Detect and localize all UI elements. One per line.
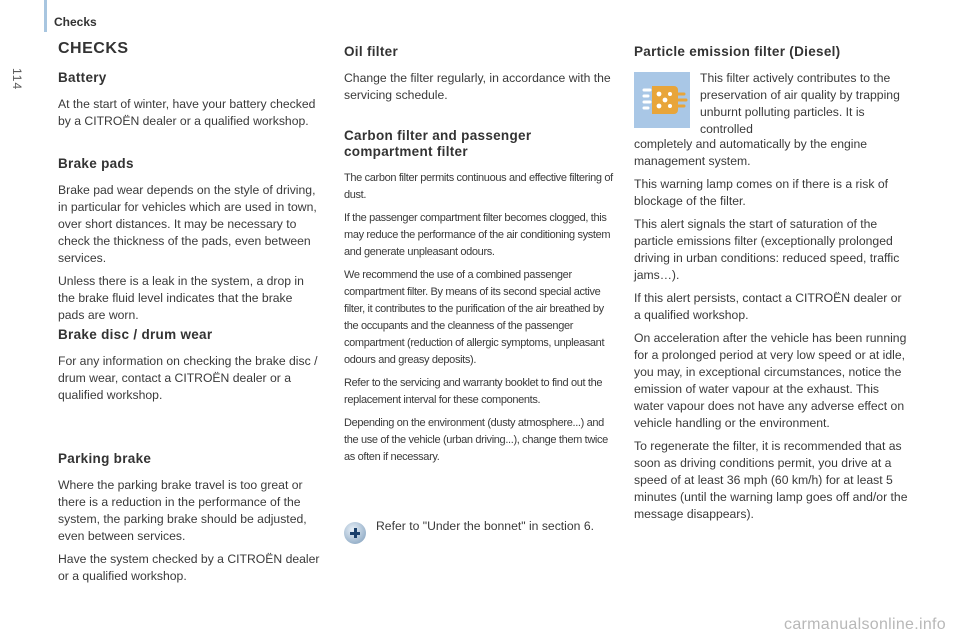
chapter-accent-bar: [44, 0, 47, 32]
watermark: carmanualsonline.info: [784, 616, 946, 633]
particle-filter-text-5: On acceleration after the vehicle has been running for a prolonged period at very low speed or at idle, you may, in exceptional circumstances, notice the emission of water vapour at the exhaust. This water vapour does not have any adverse effect on vehicle handling or the environment.: [634, 331, 907, 430]
particle-filter-text-4: If this alert persists, contact a CITROËN dealer or a qualified workshop.: [634, 291, 902, 322]
battery-heading: Battery: [58, 70, 107, 85]
page-margin: [0, 0, 58, 640]
brake-pads-section: [58, 156, 320, 330]
oil-filter-heading: Oil filter: [344, 44, 399, 59]
battery-section: [58, 70, 320, 136]
carbon-filter-text-2: If the passenger compartment filter becomes clogged, this may reduce the performance of the air conditioning system and generate unpleasant odours.: [344, 212, 611, 258]
particle-filter-warning-icon: [634, 72, 690, 128]
parking-brake-heading: Parking brake: [58, 451, 152, 466]
carbon-filter-heading: Carbon filter and passenger compartment filter: [344, 128, 532, 159]
carbon-filter-section: [344, 128, 618, 472]
oil-filter-text: Change the filter regularly, in accordance with the servicing schedule.: [344, 71, 611, 102]
carbon-filter-text-5: Depending on the environment (dusty atmosphere...) and the use of the vehicle (urban driving...), change them twice as often if necessary.: [344, 417, 608, 463]
particle-filter-text-3: This alert signals the start of saturation of the particle emissions filter (exceptionally prolonged driving in urban conditions: reduced speed, traffic jams…).: [634, 217, 900, 282]
carbon-filter-text-3: We recommend the use of a combined passenger compartment filter. By means of its second special active filter, it contributes to the purification of the air breathed by the occupants and the cleanness of the passenger compartment (reduction of allergic symptoms, unpleasant odours and greasy deposits).: [344, 269, 605, 366]
battery-text: At the start of winter, have your battery checked by a CITROËN dealer or a qualified workshop.: [58, 97, 316, 128]
parking-brake-text-1: Where the parking brake travel is too great or there is a reduction in the performance of the system, the parking brake should be adjusted, even between services.: [58, 478, 307, 543]
brake-pads-text-2: Unless there is a leak in the system, a drop in the brake fluid level indicates that the brake pads are worn.: [58, 274, 304, 322]
plus-icon: [344, 522, 366, 544]
particle-filter-text-6: To regenerate the filter, it is recommended that as soon as driving conditions permit, you drive at a speed of at least 36 mph (60 km/h) for at least 5 minutes (until the warning lamp goes off and/or the message disappears).: [634, 439, 908, 521]
brake-disc-section: [58, 327, 320, 410]
cross-reference-text: Refer to "Under the bonnet" in section 6.: [376, 519, 595, 533]
parking-brake-text-2: Have the system checked by a CITROËN dealer or a qualified workshop.: [58, 552, 320, 583]
column-left: [58, 40, 320, 583]
particle-filter-body: [634, 136, 910, 529]
particle-filter-intro-text: This filter actively contributes to the preservation of air quality by trapping unburnt polluting particles. It is controlled: [700, 71, 900, 136]
parking-brake-section: [58, 451, 320, 591]
carbon-filter-text-4: Refer to the servicing and warranty booklet to find out the replacement interval for these components.: [344, 377, 603, 406]
brake-pads-text-1: Brake pad wear depends on the style of driving, in particular for vehicles which are used in town, over short distances. It may be necessary to check the thickness of the pads, even between services.: [58, 183, 317, 265]
brake-disc-text: For any information on checking the brake disc / drum wear, contact a CITROËN dealer or a qualified workshop.: [58, 354, 318, 402]
brake-pads-heading: Brake pads: [58, 156, 134, 171]
carbon-filter-text-1: The carbon filter permits continuous and effective filtering of dust.: [344, 172, 613, 201]
oil-filter-section: [344, 44, 618, 110]
page-number: 114: [10, 68, 24, 91]
page-title: CHECKS: [58, 40, 129, 57]
particle-filter-text-2: This warning lamp comes on if there is a risk of blockage of the filter.: [634, 177, 889, 208]
chapter-title: Checks: [54, 15, 97, 29]
particle-filter-intro-continued: completely and automatically by the engine management system.: [634, 137, 868, 168]
brake-disc-heading: Brake disc / drum wear: [58, 327, 213, 342]
particle-filter-heading: Particle emission filter (Diesel): [634, 44, 841, 59]
particle-filter-intro: [700, 70, 910, 144]
